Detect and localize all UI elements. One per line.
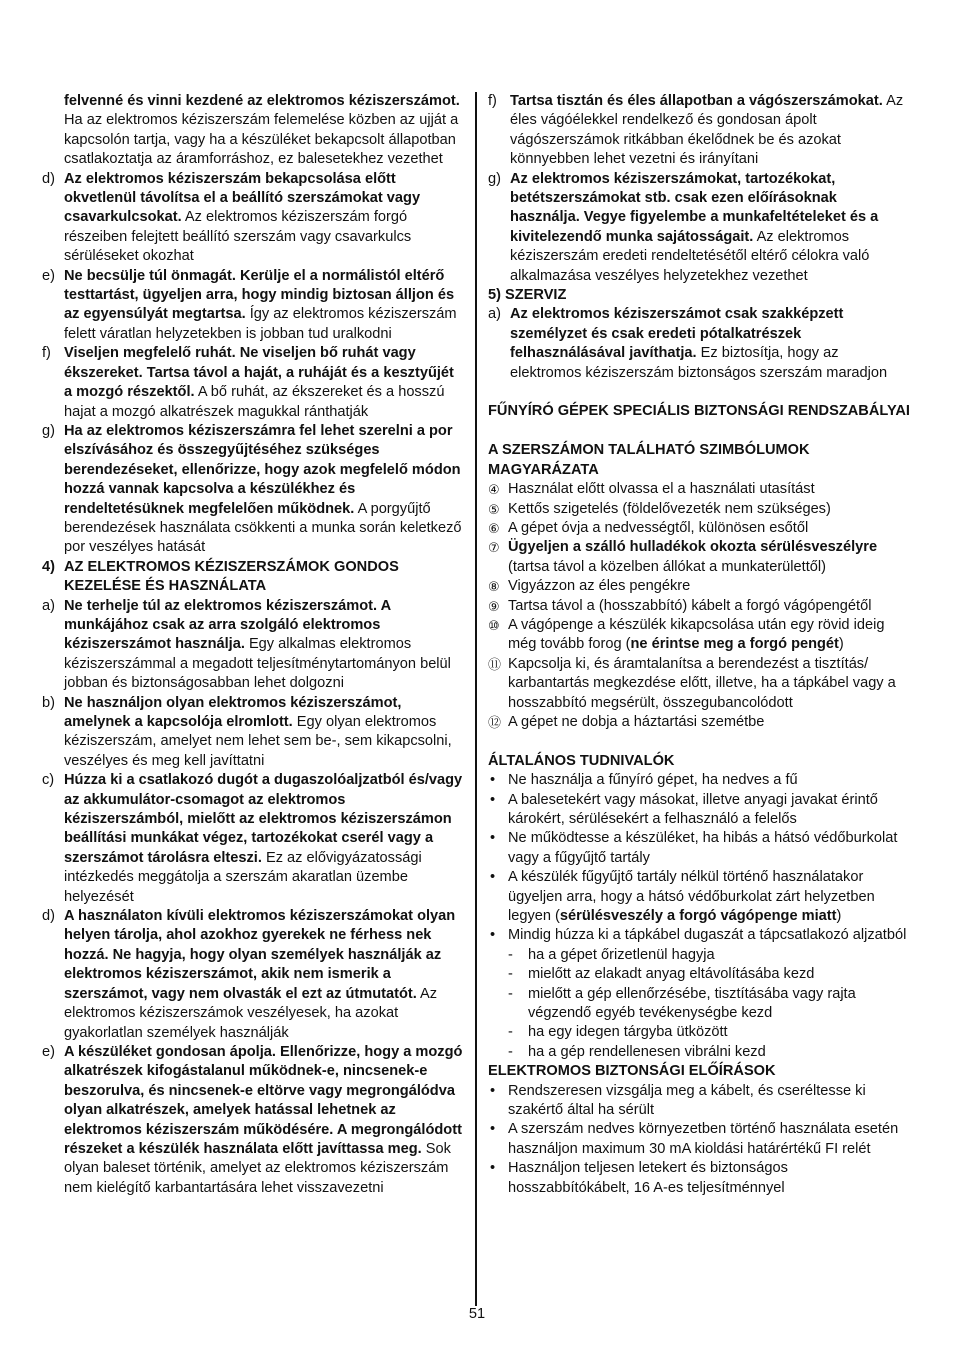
section-heading-5: 5) SZERVIZ xyxy=(488,287,567,304)
item-marker: a) xyxy=(42,597,55,614)
item-text: Sok olyan baleset történik, amelyet az elektromos kéziszerszám nem kielégítő karbantartására lehet visszavezetni xyxy=(64,1140,451,1196)
bullet-item xyxy=(488,771,910,790)
item-text: A készülék fűgyűjtő tartály nélkül történő használatakor ügyeljen arra, hogy a hátsó védőburkolat zárt helyzetben legyen ( xyxy=(508,869,875,925)
item-marker: g) xyxy=(488,170,501,187)
general-list xyxy=(488,771,910,946)
bullet-icon: • xyxy=(490,1121,496,1138)
item-bold-text: Ha az elektromos kéziszerszámra fel lehet szerelni a por elszívásához és összegyűjtéséhez szükséges berendezéseket, ellenőrizze, hogy azok megfelelő módon hozzá vannak kapcsolva a készülékhez és rendeltetésüknek megfelelően működnek. xyxy=(64,422,461,517)
item-bold-text: Az elektromos kéziszerszám bekapcsolása előtt okvetlenül távolítsa el a beállító szerszámokat vagy csavarkulcsokat. xyxy=(64,170,421,226)
bullet-icon: • xyxy=(490,869,496,886)
symbols-list xyxy=(488,480,910,732)
item-bold-text: Húzza ki a csatlakozó dugót a dugaszolóaljzatból és/vagy az akkumulátor-csomagot az elektromos kéziszerszámból, mielőtt az elektromos kéziszerszámon beállítási munkákat végez, tartozékokat cserél vagy a szerszámot tárolásra elteszi. xyxy=(64,772,463,866)
page-number: 51 xyxy=(468,1306,486,1322)
symbol-item xyxy=(488,655,910,713)
list-section-4-continued xyxy=(488,92,910,286)
item-text: A vágópenge a készülék kikapcsolása után egy rövid ideig még tovább forog ( xyxy=(508,616,885,653)
item-bold-text: Viseljen megfelelő ruhát. Ne viseljen bő ruhát vagy ékszereket. Tartsa távol a haját, a ruháját és a kesztyűjét a mozgó részektől. xyxy=(64,345,454,401)
item-text: Az éles vágóélekkel rendelkező és gondosan ápolt vágószerszámok ritkábban ékelődnek be és azokat könnyebben lehet vezetni és irányítani xyxy=(510,93,904,168)
dash-icon: - xyxy=(508,1043,513,1060)
dash-item xyxy=(488,985,910,1024)
dash-text: ha a gépet őrizetlenül hagyja xyxy=(528,946,715,963)
bullet-item xyxy=(488,1159,910,1198)
item-text: ) xyxy=(838,636,844,653)
item-bold-text: Az elektromos kéziszerszámokat, tartozékokat, betétszerszámokat stb. csak ezen előírásoknak használja. Vegye figyelembe a munkafeltételeket és a kivitelezendő munka sajátosságait. xyxy=(510,170,879,245)
dash-list xyxy=(488,946,910,1062)
item-marker: f) xyxy=(42,345,51,362)
symbol-item xyxy=(488,500,910,519)
list-item xyxy=(42,597,464,694)
item-text: (tartsa távol a közelben állókat a munkaterülettől) xyxy=(508,558,826,575)
left-column xyxy=(42,92,464,1198)
symbol-number: ⑤ xyxy=(488,501,500,517)
item-bold-text: A használaton kívüli elektromos kéziszerszámokat olyan helyen tárolja, ahol azokhoz gyerekek ne férhess nek hozzá. Ne hagyja, hogy olyan személyek használják az elektromos kéziszerszámot, akik nem ismerik a szerszámot, vagy nem olvasták el ezt az útmutatót. xyxy=(64,908,456,1002)
item-text: Ha az elektromos kéziszerszám felemelése közben az ujját a kapcsolón tartja, vagy ha a készüléket bekapcsolt állapotban csatlakoztatja az áramforráshoz, ez balesetekhez vezethet xyxy=(64,112,459,168)
item-marker: g) xyxy=(42,422,55,439)
item-marker: b) xyxy=(42,694,55,711)
item-text: Egy alkalmas elektromos kéziszerszámmal a megadott teljesítménytartományon belül jobban és biztonságosabban lehet dolgozni xyxy=(64,636,451,692)
list-item xyxy=(42,267,464,345)
symbol-number: ⑥ xyxy=(488,520,500,536)
item-text: A szerszám nedves környezetben történő használata esetén használjon maximum 30 mA kioldási határértékű FI relét xyxy=(508,1121,899,1157)
bullet-item xyxy=(488,829,910,868)
list-item xyxy=(488,170,910,286)
item-text: Az elektromos kéziszerszám forgó részeiben felejtett beállító szerszám vagy csavarkulcs sérüléseket okozhat xyxy=(64,209,412,265)
item-bold-text: sérülésveszély a forgó vágópenge miatt xyxy=(559,908,837,925)
right-column xyxy=(488,92,910,1198)
symbol-item xyxy=(488,519,910,538)
symbol-number: ⑫ xyxy=(488,714,502,730)
bullet-icon: • xyxy=(490,791,496,808)
bullet-item xyxy=(488,1082,910,1121)
symbol-item xyxy=(488,597,910,616)
section-number: 4) xyxy=(42,558,55,575)
column-divider xyxy=(475,92,477,1306)
item-text: Tartsa távol a (hosszabbító) kábelt a forgó vágópengétől xyxy=(508,597,872,614)
list-item xyxy=(42,694,464,772)
symbol-item xyxy=(488,616,910,655)
bullet-item xyxy=(488,926,910,945)
bullet-icon: • xyxy=(490,1082,496,1099)
item-text: Ne működtesse a készüléket, ha hibás a hátsó védőburkolat vagy a fűgyűjtő tartály xyxy=(508,830,898,866)
dash-item xyxy=(488,1043,910,1062)
list-item xyxy=(488,92,910,170)
item-marker: e) xyxy=(42,1043,55,1060)
dash-icon: - xyxy=(508,985,513,1002)
dash-icon: - xyxy=(508,966,513,983)
item-text: Egy olyan elektromos kéziszerszám, amelyet nem lehet sem be-, sem kikapcsolni, veszélyes és meg kell javíttatni xyxy=(64,714,452,769)
bullet-icon: • xyxy=(490,830,496,847)
item-bold-text: Ne használjon olyan elektromos kéziszerszámot, amelynek a kapcsolója elromlott. xyxy=(64,694,402,730)
dash-text: ha egy idegen tárgyba ütközött xyxy=(528,1024,728,1041)
item-marker: d) xyxy=(42,170,55,187)
item-text: A gépet óvja a nedvességtől, különösen esőtől xyxy=(508,519,809,536)
item-marker: d) xyxy=(42,908,55,925)
symbol-number: ⑪ xyxy=(488,656,502,672)
list-item xyxy=(42,771,464,907)
symbol-number: ⑦ xyxy=(488,540,500,556)
list-item xyxy=(42,170,464,267)
list-item xyxy=(42,1043,464,1198)
list-item xyxy=(42,344,464,422)
symbol-number: ④ xyxy=(488,482,500,498)
item-text: Használat előtt olvassa el a használati utasítást xyxy=(508,481,815,498)
item-text: A bő ruhát, az ékszereket és a hosszú hajat a mozgó alkatrészek magukkal ránthatják xyxy=(64,384,445,420)
bullet-icon: • xyxy=(490,927,496,944)
list-item xyxy=(42,422,464,558)
section-heading-4 xyxy=(42,558,464,597)
item-text: Így az elektromos kéziszerszám felett váratlan helyzetekben is jobban tud uralkodni xyxy=(64,306,457,342)
continued-item-c xyxy=(42,92,464,170)
symbol-item xyxy=(488,538,910,577)
item-text: Rendszeresen vizsgálja meg a kábelt, és cseréltesse ki szakértő által ha sérült xyxy=(508,1082,866,1119)
item-bold-text: Tartsa tisztán és éles állapotban a vágószerszámokat. xyxy=(510,93,883,109)
electrical-list xyxy=(488,1082,910,1198)
item-text: Az elektromos kéziszerszám eredeti rendeltetésétől eltérő célokra való alkalmazása veszélyes helyzetekhez vezethet xyxy=(510,228,870,284)
item-bold-text: Ügyeljen a szálló hulladékok okozta sérülésveszélyre xyxy=(508,539,878,556)
item-text: Mindig húzza ki a tápkábel dugaszát a tápcsatlakozó aljzatból xyxy=(508,927,907,944)
list-section-3 xyxy=(42,170,464,558)
symbol-item xyxy=(488,713,910,732)
symbol-item xyxy=(488,577,910,596)
dash-item xyxy=(488,965,910,984)
heading-electrical-safety: ELEKTROMOS BIZTONSÁGI ELŐÍRÁSOK xyxy=(488,1063,776,1080)
symbol-item xyxy=(488,480,910,499)
item-text: Ne használja a fűnyíró gépet, ha nedves a fű xyxy=(508,772,798,789)
dash-text: ha a gép rendellenesen vibrálni kezd xyxy=(528,1043,766,1060)
item-text: Vigyázzon az éles pengékre xyxy=(508,578,691,595)
item-text: A gépet ne dobja a háztartási szemétbe xyxy=(508,713,765,730)
bullet-item xyxy=(488,1120,910,1159)
item-marker: a) xyxy=(488,306,501,323)
symbol-number: ⑧ xyxy=(488,579,500,595)
symbol-number: ⑩ xyxy=(488,617,500,633)
item-marker: e) xyxy=(42,267,55,284)
item-bold-text: A készüléket gondosan ápolja. Ellenőrizze, hogy a mozgó alkatrészek kifogástalanul működnek-e, nincsenek-e beszorulva, és nincsenek-e eltörve vagy megrongálódva olyan alkatrészek, amelyek hatással lehetnek az elektromos kéziszerszám működésére. A megrongálódott részeket a készülék használata előtt javíttassa meg. xyxy=(64,1043,463,1157)
item-bold-text: Az elektromos kéziszerszámot csak szakképzett személyzet és csak eredeti pótalkatrészek felhasználásával javíthatja. xyxy=(510,306,844,362)
item-bold-text: ne érintse meg a forgó pengét xyxy=(630,636,839,653)
item-text: Ez biztosítja, hogy az elektromos kéziszerszám biztonságos szerszám maradjon xyxy=(510,345,888,381)
bullet-item xyxy=(488,791,910,830)
item-text: ) xyxy=(836,908,842,925)
dash-icon: - xyxy=(508,1024,513,1041)
dash-icon: - xyxy=(508,946,513,963)
item-bold-text: Ne terhelje túl az elektromos kéziszerszámot. A munkájához csak az arra szolgáló elektromos kéziszerszámot használja. xyxy=(64,597,391,653)
dash-text: mielőtt a gép ellenőrzésébe, tisztításába vagy rajta végzendő egyéb tevékenységbe kezd xyxy=(528,985,856,1022)
item-text: A porgyűjtő berendezések használata csökkenti a munka során keletkező por veszélyes hatását xyxy=(64,500,462,556)
heading-symbols: A SZERSZÁMON TALÁLHATÓ SZIMBÓLUMOK MAGYARÁZATA xyxy=(488,442,810,478)
bullet-item xyxy=(488,868,910,926)
item-text: Az elektromos kéziszerszámok veszélyesek, ha azokat gyakorlatlan személyek használják xyxy=(64,985,438,1041)
dash-item xyxy=(488,1023,910,1042)
item-bold-text: felvenné és vinni kezdené az elektromos kéziszerszámot. xyxy=(64,93,460,109)
list-item xyxy=(42,907,464,1043)
list-section-4 xyxy=(42,597,464,1199)
dash-item xyxy=(488,946,910,965)
dash-text: mielőtt az elakadt anyag eltávolításába kezd xyxy=(528,966,815,983)
list-item xyxy=(488,305,910,383)
heading-general: ÁLTALÁNOS TUDNIVALÓK xyxy=(488,752,675,769)
item-text: Kapcsolja ki, és áramtalanítsa a berendezést a tisztítás/ karbantartás megkezdése előtt, illetve, ha a tápkábel vagy a hosszabbító megsérült, összegubancolódott xyxy=(508,655,896,711)
item-marker: f) xyxy=(488,93,497,109)
item-text: Ez az elővigyázatossági intézkedés meggátolja a szerszám akaratlan üzembe helyezését xyxy=(64,849,422,905)
bullet-icon: • xyxy=(490,772,496,789)
item-bold-text: Ne becsülje túl önmagát. Kerülje el a normálistól eltérő testtartást, ügyeljen arra, hogy mindig biztosan álljon és az egyensúlyát megtartsa. xyxy=(64,267,455,323)
symbol-number: ⑨ xyxy=(488,598,500,614)
heading-mower-safety: FŰNYÍRÓ GÉPEK SPECIÁLIS BIZTONSÁGI RENDSZABÁLYAI xyxy=(488,403,910,420)
item-text: Kettős szigetelés (földelővezeték nem szükséges) xyxy=(508,500,831,517)
section-title: AZ ELEKTROMOS KÉZISZERSZÁMOK GONDOS KEZELÉSE ÉS HASZNÁLATA xyxy=(64,558,399,595)
bullet-icon: • xyxy=(490,1160,496,1177)
item-marker: c) xyxy=(42,772,55,789)
item-text: Használjon teljesen letekert és biztonságos hosszabbítókábelt, 16 A-es teljesítménnyel xyxy=(508,1160,788,1196)
item-text: A balesetekért vagy másokat, illetve anyagi javakat érintő károkért, sérülésekért a felhasználó a felelős xyxy=(508,791,878,827)
